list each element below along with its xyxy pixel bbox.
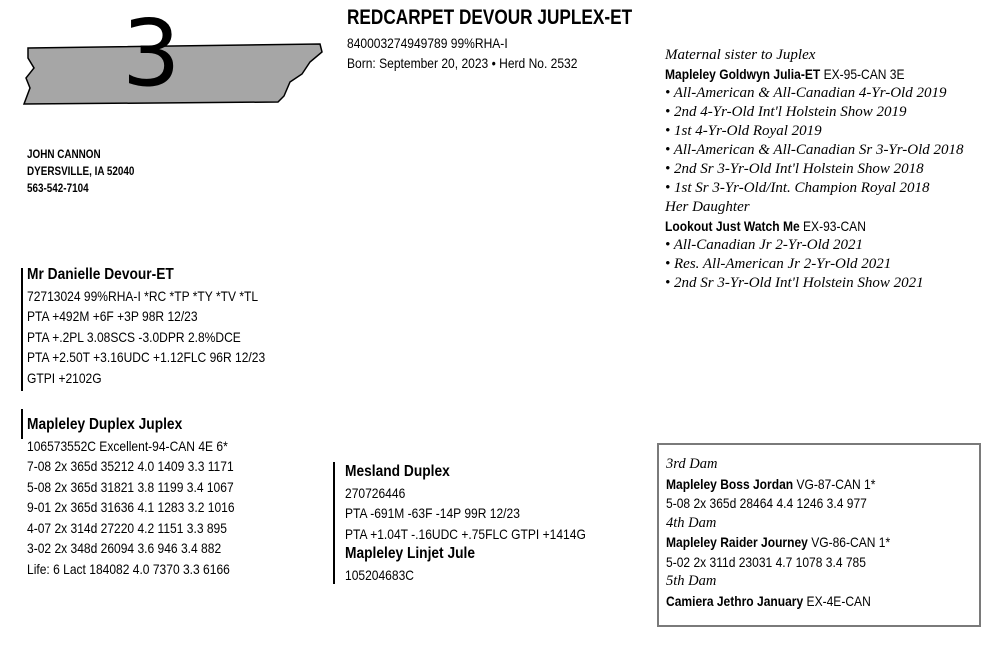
maternal-section xyxy=(665,46,964,293)
sire-info-lines xyxy=(27,286,304,389)
sister-awards-list xyxy=(665,84,964,198)
sire-block xyxy=(27,265,304,388)
sister-award-item: • 2nd 4-Yr-Old Int'l Holstein Show 2019 xyxy=(665,104,907,120)
daughter-award-item: • All-Canadian Jr 2-Yr-Old 2021 xyxy=(665,237,864,253)
dam-bracket-line xyxy=(21,409,23,439)
dam-info-lines xyxy=(27,436,268,580)
dam-info-line: 7-08 2x 365d 35212 4.0 1409 3.3 1171 xyxy=(27,458,234,474)
mgs-info-line: PTA -691M -63F -14P 99R 12/23 xyxy=(345,505,520,521)
third-dam-label: 3rd Dam xyxy=(666,456,718,472)
born-line: Born: September 20, 2023 • Herd No. 2532 xyxy=(347,55,578,71)
fourth-dam-name: Mapleley Raider Journey VG-86-CAN 1* xyxy=(666,534,891,550)
dam-info-line: 5-08 2x 365d 31821 3.8 1199 3.4 1067 xyxy=(27,478,234,495)
daughter-award-item: • 2nd Sr 3-Yr-Old Int'l Holstein Show 2021 xyxy=(665,275,924,291)
consignor-name: JOHN CANNON xyxy=(27,149,101,161)
sister-award-item: • 1st Sr 3-Yr-Old/Int. Champion Royal 2018 xyxy=(665,180,930,196)
sister-award-item: • All-American & All-Canadian Sr 3-Yr-Old 2018 xyxy=(665,142,964,158)
animal-name: REDCARPET DEVOUR JUPLEX-ET xyxy=(347,6,633,29)
registration-line: 840003274949789 99%RHA-I xyxy=(347,35,508,51)
sister-award-item: • 2nd Sr 3-Yr-Old Int'l Holstein Show 2018 xyxy=(665,161,924,177)
dam-info-line: Life: 6 Lact 184082 4.0 7370 3.3 6166 xyxy=(27,560,230,577)
third-dam-classification: VG-87-CAN 1* xyxy=(796,475,876,492)
daughter-award-item: • Res. All-American Jr 2-Yr-Old 2021 xyxy=(665,256,892,272)
mgs-bracket-line xyxy=(333,462,335,584)
mgs-info-lines xyxy=(345,483,625,545)
dam-info-line: 106573552C Excellent-94-CAN 4E 6* xyxy=(27,437,228,454)
sire-info-line: GTPI +2102G xyxy=(27,369,102,386)
ancestor-dams-box xyxy=(657,443,981,627)
sister-award-item: • All-American & All-Canadian 4-Yr-Old 2019 xyxy=(665,85,947,101)
mgd-registration: 105204683C xyxy=(345,566,414,583)
mgs-name: Mesland Duplex xyxy=(345,463,450,480)
sister-award-item: • 1st 4-Yr-Old Royal 2019 xyxy=(665,123,822,139)
fourth-dam-label: 4th Dam xyxy=(666,514,717,531)
fourth-dam-classification: VG-86-CAN 1* xyxy=(811,534,891,550)
dam-info-line: 3-02 2x 348d 26094 3.6 946 3.4 882 xyxy=(27,540,222,556)
dam-block xyxy=(27,415,268,579)
sire-info-line: PTA +492M +6F +3P 98R 12/23 xyxy=(27,308,198,324)
dam-info-line: 9-01 2x 365d 31636 4.1 1283 3.2 1016 xyxy=(27,499,235,515)
mgd-name: Mapleley Linjet Jule xyxy=(345,545,475,562)
daughter-name: Lookout Just Watch Me EX-93-CAN xyxy=(665,218,866,234)
sire-bracket-line xyxy=(21,268,23,391)
lot-number: 3 xyxy=(122,0,181,107)
fifth-dam-label: 5th Dam xyxy=(666,573,717,589)
daughter-classification: EX-93-CAN xyxy=(803,218,866,234)
fourth-dam-record: 5-02 2x 311d 23031 4.7 1078 3.4 785 xyxy=(666,553,866,570)
dam-name: Mapleley Duplex Juplex xyxy=(27,416,183,433)
sire-info-line: PTA +2.50T +3.16UDC +1.12FLC 96R 12/23 xyxy=(27,349,266,365)
mgs-block xyxy=(345,462,625,585)
daughter-awards-list xyxy=(665,236,964,293)
sire-name: Mr Danielle Devour-ET xyxy=(27,266,174,283)
sire-info-line: 72713024 99%RHA-I *RC *TP *TY *TV *TL xyxy=(27,287,259,304)
daughter-intro: Her Daughter xyxy=(665,199,750,215)
mgs-info-line: PTA +1.04T -.16UDC +.75FLC GTPI +1414G xyxy=(345,525,586,542)
sister-classification: EX-95-CAN 3E xyxy=(823,66,905,82)
dam-info-line: 4-07 2x 314d 27220 4.2 1151 3.3 895 xyxy=(27,519,227,536)
consignor-city: DYERSVILLE, IA 52040 xyxy=(27,166,135,178)
fifth-dam-classification: EX-4E-CAN xyxy=(806,592,871,609)
third-dam-name: Mapleley Boss Jordan VG-87-CAN 1* xyxy=(666,475,876,492)
sister-name: Mapleley Goldwyn Julia-ET EX-95-CAN 3E xyxy=(665,66,905,82)
consignor-block xyxy=(27,147,134,198)
fifth-dam-name: Camiera Jethro January EX-4E-CAN xyxy=(666,592,871,609)
sire-info-line: PTA +.2PL 3.08SCS -3.0DPR 2.8%DCE xyxy=(27,328,241,345)
mgs-info-line: 270726446 xyxy=(345,484,406,501)
consignor-phone: 563-542-7104 xyxy=(27,183,89,195)
third-dam-record: 5-08 2x 365d 28464 4.4 1246 3.4 977 xyxy=(666,495,867,511)
maternal-intro: Maternal sister to Juplex xyxy=(665,47,816,63)
